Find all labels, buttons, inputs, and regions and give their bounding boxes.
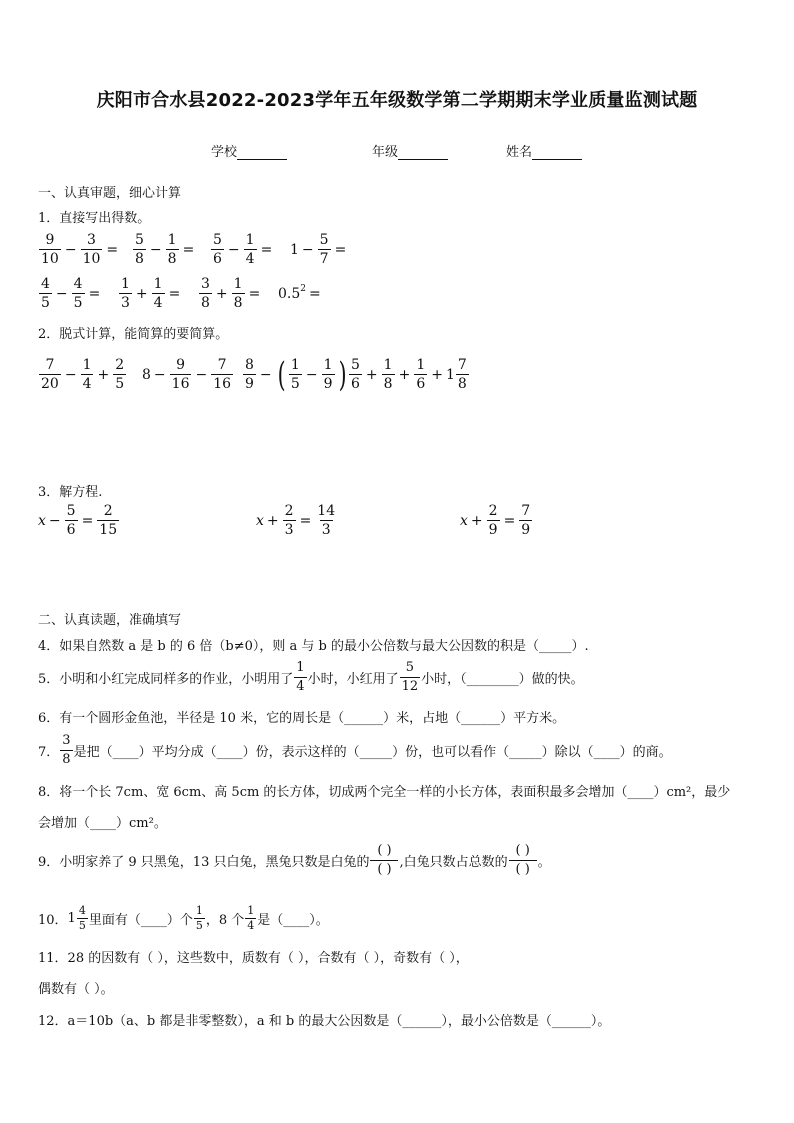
question-11-line-1: 11．28 的因数有（ ），这些数中，质数有（ ），合数有（ ），奇数有（ ）， — [38, 951, 469, 966]
q3-equation-3: x + $\frac{2}{9}$ = $\frac{7}{9}$ — [460, 503, 531, 538]
q2-expr-2: 8 − $\frac{9}{16}$ − $\frac{7}{16}$ — [142, 357, 232, 392]
q1-expr-8: 0.5 $^2$ = — [278, 284, 321, 302]
question-3-label: 3．解方程. — [38, 485, 103, 500]
page-title: 庆阳市合水县2022-2023学年五年级数学第二学期期末学业质量监测试题 — [96, 90, 698, 111]
question-2-label: 2．脱式计算，能简算的要简算。 — [38, 327, 229, 342]
question-8-line-2: 会增加（____）cm²。 — [38, 816, 167, 831]
question-11-line-2: 偶数有（ ）。 — [38, 982, 114, 997]
q3-equation-2: x + $\frac{2}{3}$ = $\frac{14}{3}$ — [256, 503, 336, 538]
question-9: 9．小明家养了 9 只黑兔，13 只白兔，黑兔只数是白兔的 $\frac{( )}{( )}$ ,白兔只数占总数的 $\frac{( )}{( )}$ 。 — [38, 843, 551, 877]
section-1-heading: 一、认真审题，细心计算 — [38, 186, 182, 201]
q1-expr-4: 1 − $\frac{5}{7}$ = — [290, 232, 347, 267]
question-1-label: 1．直接写出得数。 — [38, 211, 151, 226]
school-field[interactable] — [211, 141, 287, 160]
q2-expr-1: $\frac{7}{20}$ − $\frac{1}{4}$ + $\frac{2}{5}$ — [41, 357, 125, 392]
q1-expr-6: $\frac{1}{3}$ + $\frac{1}{4}$ = — [121, 276, 181, 311]
question-7: 7． $\frac{3}{8}$ 是把（____）平均分成（____）份，表示这样的（_____）份，也可以看作（_____）除以（____）的商。 — [38, 733, 672, 767]
school-label: 学校 — [211, 145, 238, 160]
q3-equation-1: x − $\frac{5}{6}$ = $\frac{2}{15}$ — [38, 503, 118, 538]
question-4: 4．如果自然数 a 是 b 的 6 倍（b≠0），则 a 与 b 的最小公倍数与最大公因数的积是（_____）. — [38, 639, 589, 654]
name-label: 姓名 — [506, 145, 533, 160]
question-5: 5．小明和小红完成同样多的作业，小明用了 $\frac{1}{4}$ 小时，小红用了 $\frac{5}{12}$ 小时，（________）做的快。 — [38, 660, 584, 694]
grade-field[interactable] — [372, 141, 448, 160]
q2-expr-4: $\frac{5}{6}$ + $\frac{1}{8}$ + $\frac{1}{6}$ + 1 $\frac{7}{8}$ — [351, 357, 467, 392]
q1-expr-7: $\frac{3}{8}$ + $\frac{1}{8}$ = — [201, 276, 261, 311]
question-6: 6．有一个圆形金鱼池，半径是 10 米，它的周长是（______）米，占地（______）平方米。 — [38, 711, 566, 726]
question-10: 10． 1 $\frac{4}{5}$ 里面有（____）个 $\frac{1}{5}$ ，8 个 $\frac{1}{4}$ 是（____）。 — [38, 904, 329, 932]
question-12: 12．a＝10b（a、b 都是非零整数），a 和 b 的最大公因数是（______），最小公倍数是（______）。 — [38, 1014, 611, 1029]
q1-expr-3: $\frac{5}{6}$ − $\frac{1}{4}$ = — [213, 232, 273, 267]
q1-expr-5: $\frac{4}{5}$ − $\frac{4}{5}$ = — [41, 276, 101, 311]
q1-expr-2: $\frac{5}{8}$ − $\frac{1}{8}$ = — [135, 232, 195, 267]
section-2-heading: 二、认真读题，准确填写 — [38, 613, 182, 628]
name-field[interactable] — [506, 141, 582, 160]
q2-expr-3: $\frac{8}{9}$ − ( $\frac{1}{5}$ − $\frac{1}{9}$ ) — [245, 354, 347, 395]
question-8-line-1: 8．将一个长 7cm、宽 6cm、高 5cm 的长方体，切成两个完全一样的小长方体，表面积最多会增加（____）cm²，最少 — [38, 785, 731, 800]
grade-label: 年级 — [372, 145, 399, 160]
q1-expr-1: $\frac{9}{10}$ − $\frac{3}{10}$ = — [41, 232, 119, 267]
